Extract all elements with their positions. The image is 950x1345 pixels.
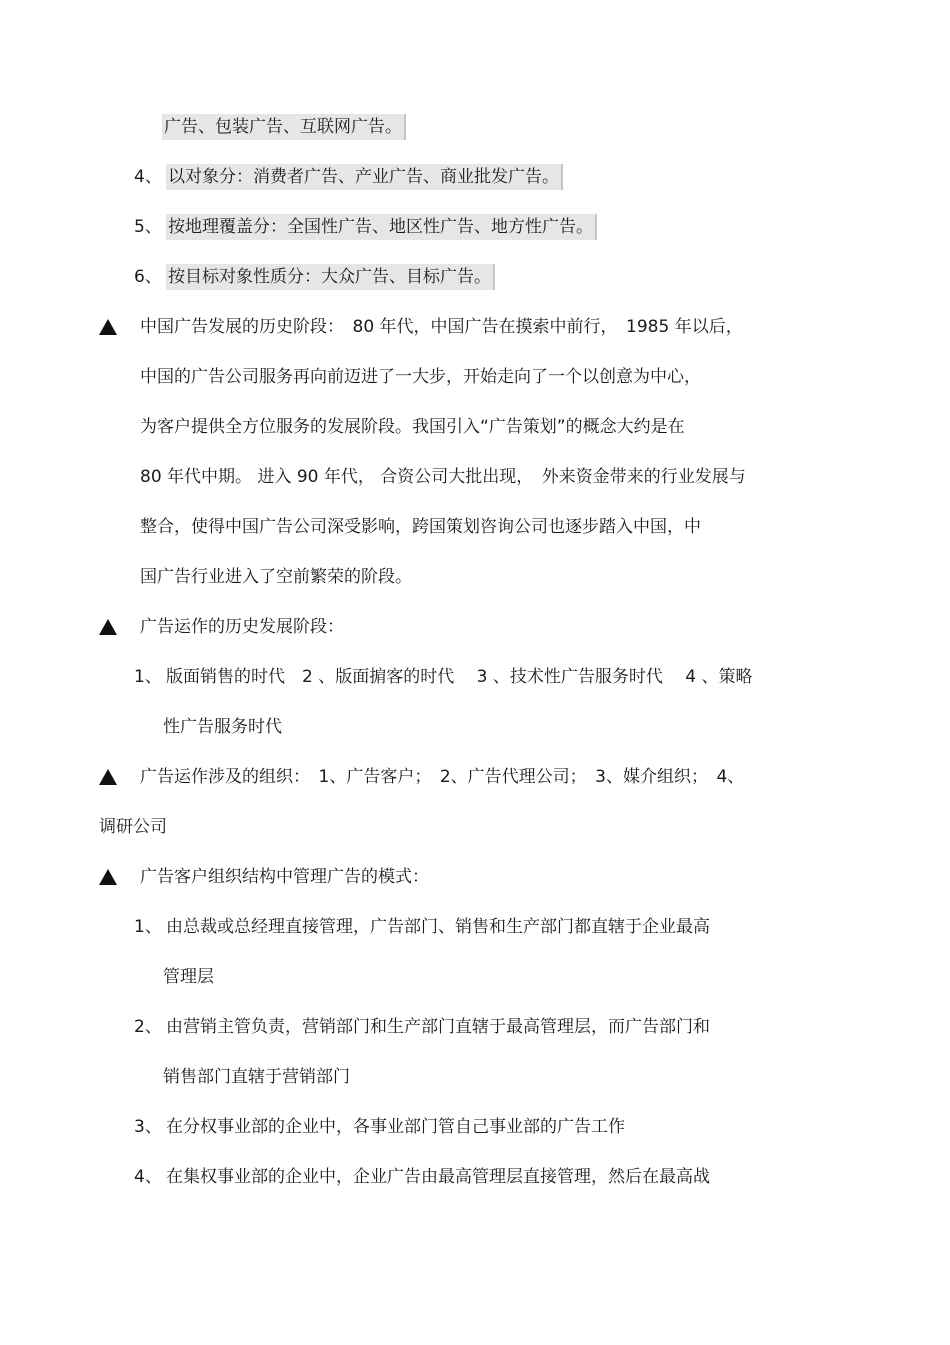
paragraph-line: 调研公司 — [99, 817, 167, 837]
bullet-triangle-icon — [99, 869, 117, 885]
list-item — [166, 264, 495, 290]
list-number: 4、 — [134, 1167, 162, 1187]
bullet-triangle-icon — [99, 619, 117, 635]
section-heading: 广告运作的历史发展阶段： — [140, 617, 344, 637]
paragraph-line: 国广告行业进入了空前繁荣的阶段。 — [140, 567, 412, 587]
list-number: 1、 — [134, 667, 162, 687]
highlighted-text: 广告、包装广告、互联网广告。 — [162, 114, 406, 140]
list-number: 6、 — [134, 267, 162, 287]
list-item — [166, 214, 597, 240]
list-item: 版面销售的时代 2 、版面掮客的时代 3 、技术性广告服务时代 4 、策略 — [166, 667, 753, 687]
highlighted-text: 按地理覆盖分：全国性广告、地区性广告、地方性广告。 — [166, 214, 597, 240]
paragraph-line: 80 年代中期。 进入 90 年代， 合资公司大批出现， 外来资金带来的行业发展与 — [140, 467, 746, 487]
list-number: 3、 — [134, 1117, 162, 1137]
list-item-continuation: 销售部门直辖于营销部门 — [163, 1067, 350, 1087]
bullet-triangle-icon — [99, 319, 117, 335]
paragraph-line: 中国的广告公司服务再向前迈进了一大步，开始走向了一个以创意为中心， — [140, 367, 701, 387]
list-number: 1、 — [134, 917, 162, 937]
paragraph-line: 广告运作涉及的组织： 1、广告客户； 2、广告代理公司； 3、媒介组织； 4、 — [140, 767, 745, 787]
paragraph-line: 中国广告发展的历史阶段： 80 年代，中国广告在摸索中前行， 1985 年以后， — [140, 317, 743, 337]
paragraph-line: 为客户提供全方位服务的发展阶段。我国引入“广告策划”的概念大约是在 — [140, 417, 685, 437]
list-item: 在集权事业部的企业中，企业广告由最高管理层直接管理，然后在最高战 — [166, 1167, 710, 1187]
list-number: 5、 — [134, 217, 162, 237]
list-number: 4、 — [134, 167, 162, 187]
list-item-continuation — [162, 114, 406, 140]
list-item: 由营销主管负责，营销部门和生产部门直辖于最高管理层，而广告部门和 — [166, 1017, 710, 1037]
list-number: 2、 — [134, 1017, 162, 1037]
highlighted-text: 以对象分：消费者广告、产业广告、商业批发广告。 — [166, 164, 563, 190]
list-item: 由总裁或总经理直接管理，广告部门、销售和生产部门都直辖于企业最高 — [166, 917, 710, 937]
list-item — [166, 164, 563, 190]
list-item-continuation: 性广告服务时代 — [163, 717, 282, 737]
list-item: 在分权事业部的企业中，各事业部门管自己事业部的广告工作 — [166, 1117, 625, 1137]
list-item-continuation: 管理层 — [163, 967, 214, 987]
paragraph-line: 整合，使得中国广告公司深受影响，跨国策划咨询公司也逐步踏入中国，中 — [140, 517, 701, 537]
section-heading: 广告客户组织结构中管理广告的模式： — [140, 867, 429, 887]
bullet-triangle-icon — [99, 769, 117, 785]
highlighted-text: 按目标对象性质分：大众广告、目标广告。 — [166, 264, 495, 290]
